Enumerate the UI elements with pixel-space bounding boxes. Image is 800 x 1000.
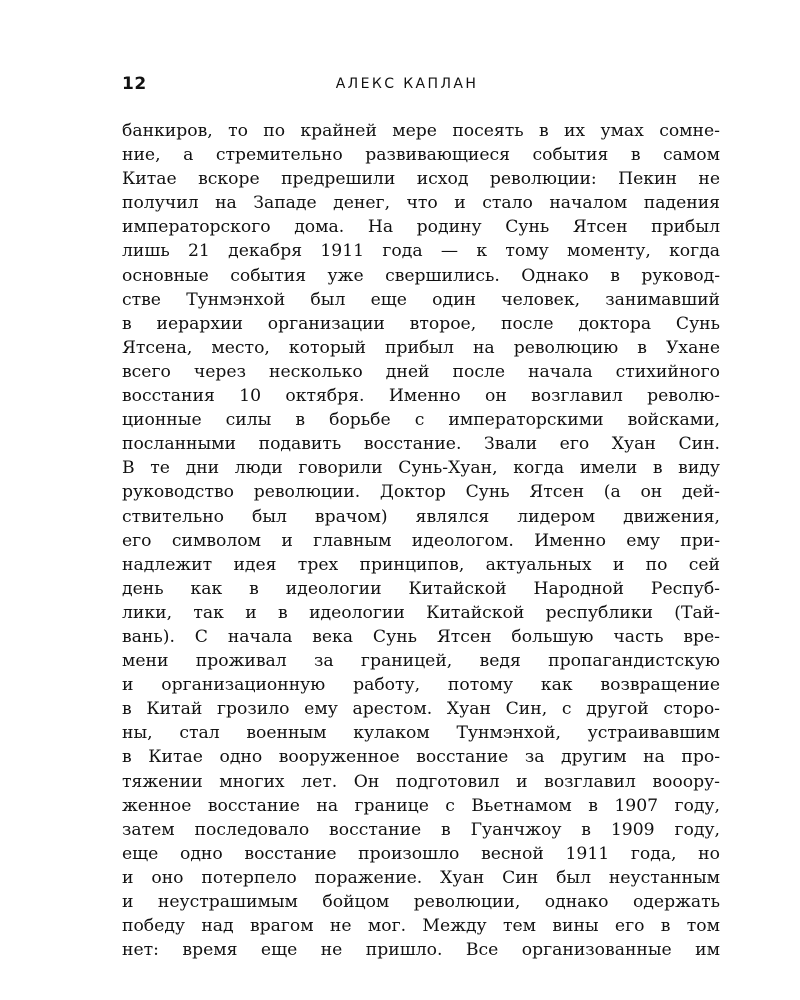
- text-line: и организационную работу, потому как возвращение: [122, 675, 720, 696]
- text-line: Ятсена, место, который прибыл на революцию в Ухане: [122, 337, 720, 358]
- text-line: вань). С начала века Сунь Ятсен большую часть вре-: [122, 626, 720, 647]
- running-head: АЛЕКС КАПЛАН: [335, 76, 479, 92]
- text-line: лики, так и в идеологии Китайской республики (Тай-: [122, 602, 720, 623]
- text-line: восстания 10 октября. Именно он возглавил револю-: [122, 386, 720, 407]
- text-line: и оно потерпело поражение. Хуан Син был неустанным: [122, 867, 720, 888]
- page-number: 12: [122, 74, 147, 94]
- text-line: ствительно был врачом) являлся лидером движения,: [122, 506, 720, 527]
- text-line: основные события уже свершились. Однако в руковод-: [122, 265, 720, 286]
- text-line: день как в идеологии Китайской Народной Респуб-: [122, 578, 720, 599]
- text-line: женное восстание на границе с Вьетнамом в 1907 году,: [122, 795, 720, 816]
- text-line: нет: время еще не пришло. Все организованные им: [122, 940, 720, 961]
- text-line: ны, стал военным кулаком Тунмэнхой, устраивавшим: [122, 723, 720, 744]
- text-line: ние, а стремительно развивающиеся события в самом: [122, 145, 720, 166]
- text-line: тяжении многих лет. Он подготовил и возглавил вооору-: [122, 771, 720, 792]
- text-line: надлежит идея трех принципов, актуальных и по сей: [122, 554, 720, 575]
- text-line: В те дни люди говорили Сунь-Хуан, когда имели в виду: [122, 458, 720, 479]
- text-line: в Китае одно вооруженное восстание за другим на про-: [122, 747, 720, 768]
- text-line: стве Тунмэнхой был еще один человек, занимавший: [122, 289, 720, 310]
- text-line: императорского дома. На родину Сунь Ятсен прибыл: [122, 217, 720, 238]
- text-line: его символом и главным идеологом. Именно ему при-: [122, 530, 720, 551]
- text-line: посланными подавить восстание. Звали его Хуан Син.: [122, 434, 720, 455]
- text-line: банкиров, то по крайней мере посеять в их умах сомне-: [122, 121, 720, 141]
- text-line: получил на Западе денег, что и стало началом падения: [122, 193, 720, 214]
- text-line: в иерархии организации второе, после доктора Сунь: [122, 313, 720, 334]
- text-line: и неустрашимым бойцом революции, однако одержать: [122, 892, 720, 912]
- text-line: в Китай грозило ему арестом. Хуан Син, с другой сторо-: [122, 699, 720, 720]
- text-line: еще одно восстание произошло весной 1911 года, но: [122, 843, 720, 864]
- text-line: затем последовало восстание в Гуанчжоу в 1909 году,: [122, 819, 720, 840]
- text-line: Китае вскоре предрешили исход революции: Пекин не: [122, 169, 720, 190]
- text-line: руководство революции. Доктор Сунь Ятсен (а он дей-: [122, 482, 720, 503]
- text-line: победу над врагом не мог. Между тем вины его в том: [122, 916, 720, 937]
- text-line: ционные силы в борьбе с императорскими войсками,: [122, 410, 720, 431]
- text-line: всего через несколько дней после начала стихийного: [122, 361, 720, 382]
- text-line: лишь 21 декабря 1911 года — к тому моменту, когда: [122, 241, 720, 262]
- text-line: мени проживал за границей, ведя пропагандистскую: [122, 651, 720, 672]
- body-text: [122, 119, 720, 962]
